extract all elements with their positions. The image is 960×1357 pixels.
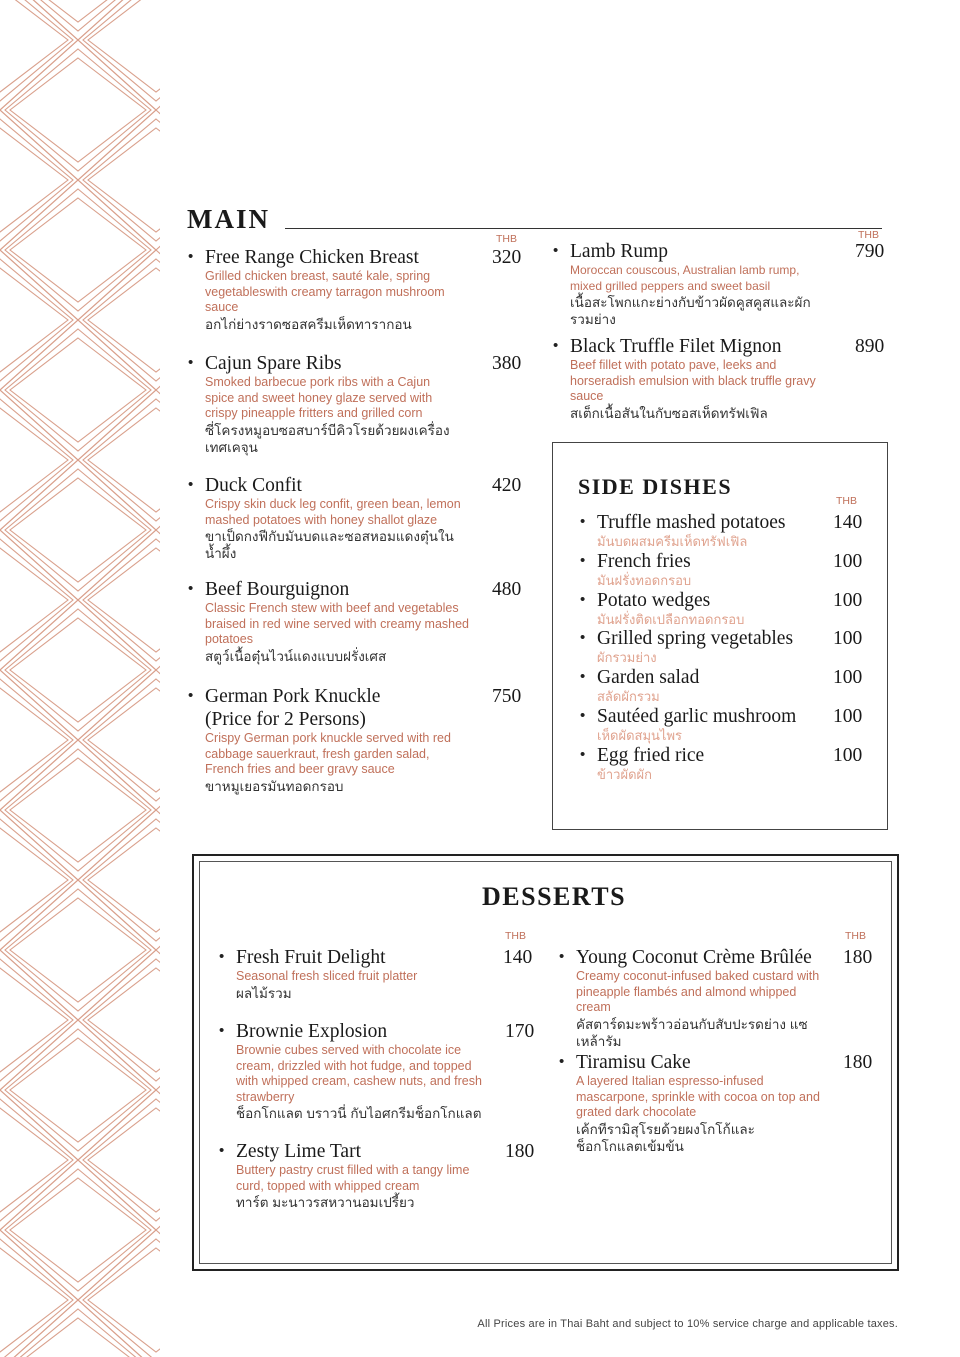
side-dish-item [580,512,786,549]
diamond-shape [0,968,68,1072]
item-price: 790 [855,241,885,262]
item-name: Zesty Lime Tart [236,1141,361,1162]
menu-item [219,947,491,1002]
diamond-shape [0,408,68,512]
main-section-title: MAIN [187,204,270,234]
item-price: 750 [492,686,522,707]
bullet-icon: • [219,1142,225,1159]
diamond-shape [0,259,73,381]
item-name: Young Coconut Crème Brûlée [576,947,812,968]
item-description: A layered Italian espresso-infused mascarpone, sprinkle with cocoa on top and grated dark chocolate [576,1074,820,1119]
diamond-shape [0,399,73,521]
diamond-shape [83,819,160,941]
side-dish-item [580,628,794,666]
diamond-shape [0,670,78,810]
desserts-title: DESSERTS [482,882,627,911]
item-name: Sautéed garlic mushroom [597,706,797,727]
diamond-shape [88,408,160,512]
bullet-icon: • [559,1053,565,1070]
bullet-icon: • [553,242,559,259]
desserts-panel [192,854,899,1271]
diamond-shape [0,1090,78,1230]
diamond-shape [5,1029,151,1151]
item-description: Brownie cubes served with chocolate ice cream, drizzled with hot fudge, and topped with whipped cream, cashew nuts, and fresh strawberry [236,1043,482,1104]
item-price: 480 [492,579,522,600]
diamond-shape [0,880,156,1020]
diamond-shape [5,1169,151,1291]
diamond-shape [10,618,146,722]
item-name: Grilled spring vegetables [597,628,794,650]
diamond-shape [0,1108,68,1212]
item-price: 100 [833,628,863,650]
diamond-shape [10,198,146,302]
item-thai-name: มันฝรั่งทอดกรอบ [597,572,692,588]
item-thai-name: มันบดผสมครีมเห็ดทรัฟเฟิล [597,534,748,549]
menu-item [553,336,820,422]
diamond-shape [0,600,156,740]
bullet-icon: • [188,354,194,371]
diamond-shape [5,49,151,171]
menu-item [553,241,830,328]
diamond-shape [0,950,78,1090]
diamond-shape [0,819,73,941]
side-dish-item [580,667,700,705]
diamond-shape [10,1038,146,1142]
diamond-shape [10,758,146,862]
item-thai-name: ผลไม้รวม [236,985,292,1001]
diamond-shape [10,898,146,1002]
item-thai-name: คัสตาร์ดมะพร้าวอ่อนกับสับปะรดย่าง แซเหล้ารัม [576,1016,808,1049]
diamond-shape [88,268,160,372]
menu-item [219,1021,491,1122]
item-name: Cajun Spare Ribs [205,353,342,374]
item-price: 420 [492,475,522,496]
item-price: 320 [492,247,522,268]
item-name: Lamb Rump [570,241,669,262]
main-left-currency-label: THB [496,233,517,245]
diamond-shape [0,119,73,241]
bullet-icon: • [580,590,586,608]
main-right-currency-label: THB [858,229,879,241]
menu-item [188,247,470,333]
menu-item [559,947,831,1050]
diamond-shape [0,688,68,792]
diamond-shape [88,1108,160,1212]
diamond-shape [88,688,160,792]
item-description: Grilled chicken breast, sauté kale, spring vegetableswith creamy tarragon mushroom sauce [205,269,445,314]
item-thai-name: มันฝรั่งติดเปลือกทอดกรอบ [597,611,745,627]
diamond-shape [0,740,156,880]
item-name-note: (Price for 2 Persons) [205,709,366,730]
bullet-icon: • [188,248,194,265]
diamond-shape [5,1309,151,1357]
item-thai-name: เค้กทีรามิสุโรยด้วยผงโกโก้และ ช็อกโกแลตเข้มข้น [576,1121,755,1154]
item-price: 890 [855,336,885,357]
diamond-shape [10,1178,146,1282]
item-thai-name: ช็อกโกแลต บราวนี่ กับไอศกรีมช็อกโกแลต [236,1106,482,1121]
bullet-icon: • [219,948,225,965]
diamond-shape [5,749,151,871]
menu-item [188,475,470,562]
item-name: French fries [597,550,691,572]
bullet-icon: • [580,668,586,686]
diamond-shape [0,548,68,652]
item-thai-name: ข้าวผัดผัก [597,766,653,782]
item-price: 180 [505,1141,535,1162]
diamond-shape [5,329,151,451]
diamond-shape [83,399,160,521]
diamond-shape [0,110,78,250]
diamond-shape [0,390,78,530]
item-price: 100 [833,706,863,727]
diamond-shape [88,1248,160,1352]
item-thai-name: สเต็กเนื้อสันในกับซอสเห็ดทรัฟเฟิล [570,405,768,421]
item-price: 100 [833,550,863,572]
menu-item [188,686,470,795]
bullet-icon: • [219,1022,225,1039]
diamond-shape [83,1099,160,1221]
item-thai-name: ขาเป็ดกงฟีกับมันบดและซอสหอมแดงตุ๋นในน้ำผึ้ง [205,529,454,561]
side-dish-item [580,744,705,782]
diamond-shape [5,0,151,31]
bullet-icon: • [580,551,586,569]
diamond-shape [0,250,78,390]
item-name: Tiramisu Cake [576,1052,691,1073]
diamond-shape [0,679,73,801]
bullet-icon: • [580,707,586,724]
diamond-shape [0,320,156,460]
bullet-icon: • [580,629,586,647]
diamond-shape [5,609,151,731]
diamond-shape [10,478,146,582]
diamond-shape [10,1318,146,1357]
bullet-icon: • [188,687,194,704]
item-price: 140 [833,512,863,533]
diamond-shape [88,828,160,932]
item-name: Garden salad [597,667,700,689]
menu-item [219,1141,491,1211]
item-name: Free Range Chicken Breast [205,247,419,268]
diamond-shape [0,0,78,110]
desserts-left-currency-label: THB [505,930,526,942]
diamond-shape [0,460,156,600]
bullet-icon: • [188,476,194,493]
item-name: Beef Bourguignon [205,579,350,600]
item-price: 100 [833,744,863,766]
item-description: Buttery pastry crust filled with a tangy lime curd, topped with whipped cream [236,1163,470,1193]
item-price: 100 [833,667,863,689]
diamond-shape [0,530,78,670]
item-description: Seasonal fresh sliced fruit platter [236,969,418,983]
item-name: Truffle mashed potatoes [597,512,786,533]
item-description: Moroccan couscous, Australian lamb rump, mixed grilled peppers and sweet basil [570,263,800,293]
diamond-shape [0,810,78,950]
item-price: 140 [503,947,533,968]
diamond-shape [10,58,146,162]
diamond-shape [0,539,73,661]
side-dish-item [580,706,797,743]
menu-item [188,353,460,456]
diamond-shape [0,1248,68,1352]
item-price: 180 [843,1052,873,1073]
side-dish-item [580,589,745,627]
desserts-right-currency-label: THB [845,930,866,942]
diamond-pattern-decoration [0,0,160,1357]
item-price: 170 [505,1021,535,1042]
item-description: Crispy skin duck leg confit, green bean, lemon mashed potatoes with honey shallot glaze [205,497,461,527]
item-name: Brownie Explosion [236,1021,388,1042]
diamond-shape [83,959,160,1081]
item-thai-name: อกไก่ย่างราดซอสครีมเห็ดทารากอน [205,316,412,332]
diamond-shape [0,128,68,232]
diamond-shape [0,40,156,180]
bullet-icon: • [580,745,586,763]
item-price: 100 [833,589,863,611]
diamond-shape [0,180,156,320]
item-description: Classic French stew with beef and vegetables braised in red wine served with creamy mashed potatoes [205,601,470,646]
main-title-rule [285,228,882,229]
diamond-shape [0,268,68,372]
diamond-shape [0,1160,156,1300]
diamond-shape [88,548,160,652]
item-description: Crispy German pork knuckle served with red cabbage sauerkraut, fresh garden salad, French fries and beer gravy sauce [205,731,451,776]
item-thai-name: ซี่โครงหมูอบซอสบาร์บีคิวโรยด้วยผงเครื่องเทศเคจุน [205,422,450,455]
item-thai-name: สลัดผักรวม [597,689,660,705]
diamond-shape [88,968,160,1072]
diamond-shape [5,189,151,311]
diamond-shape [0,959,73,1081]
item-thai-name: เนื้อสะโพกแกะย่างกับข้าวผัดคูสคูสและผักรวมย่าง [570,295,811,327]
diamond-shape [0,1099,73,1221]
item-description: Creamy coconut-infused baked custard with pineapple flambés and almond whipped cream [576,969,820,1014]
diamond-shape [83,119,160,241]
item-price: 380 [492,353,522,374]
item-thai-name: เห็ดผัดสมุนไพร [597,728,682,743]
side-dishes-panel [552,442,888,830]
bullet-icon: • [188,580,194,597]
side-dishes-title: SIDE DISHES [578,474,733,499]
item-name: German Pork Knuckle [205,686,381,707]
item-thai-name: สตูว์เนื้อตุ๋นไวน์แดงแบบฝรั่งเศส [205,648,387,664]
item-name: Potato wedges [597,589,711,611]
item-thai-name: ทาร์ต มะนาวรสหวานอมเปรี้ยว [236,1195,415,1210]
diamond-shape [88,128,160,232]
price-disclaimer: All Prices are in Thai Baht and subject to 10% service charge and applicable taxes. [477,1318,898,1330]
item-description: Beef fillet with potato pave, leeks and horseradish emulsion with black truffle gravy sauce [570,358,816,403]
bullet-icon: • [559,948,565,965]
item-name: Black Truffle Filet Mignon [570,336,782,357]
diamond-shape [5,469,151,591]
bullet-icon: • [553,337,559,354]
side-dish-item [580,550,692,588]
bullet-icon: • [580,513,586,530]
diamond-shape [0,0,73,101]
menu-item [559,1052,831,1155]
item-thai-name: ผักรวมย่าง [597,650,657,666]
diamond-shape [0,828,68,932]
item-name: Egg fried rice [597,744,705,766]
diamond-shape [0,1020,156,1160]
item-thai-name: ขาหมูเยอรมันทอดกรอบ [205,778,344,794]
diamond-shape [10,338,146,442]
item-name: Fresh Fruit Delight [236,947,386,968]
side-dishes-currency-label: THB [836,495,857,507]
item-price: 180 [843,947,873,968]
diamond-shape [83,539,160,661]
diamond-shape [83,679,160,801]
item-description: Smoked barbecue pork ribs with a Cajun spice and sweet honey glaze served with crispy pineapple fritters and grilled corn [205,375,433,420]
item-name: Duck Confit [205,475,302,496]
menu-item [188,579,470,665]
diamond-shape [83,259,160,381]
diamond-shape [5,889,151,1011]
